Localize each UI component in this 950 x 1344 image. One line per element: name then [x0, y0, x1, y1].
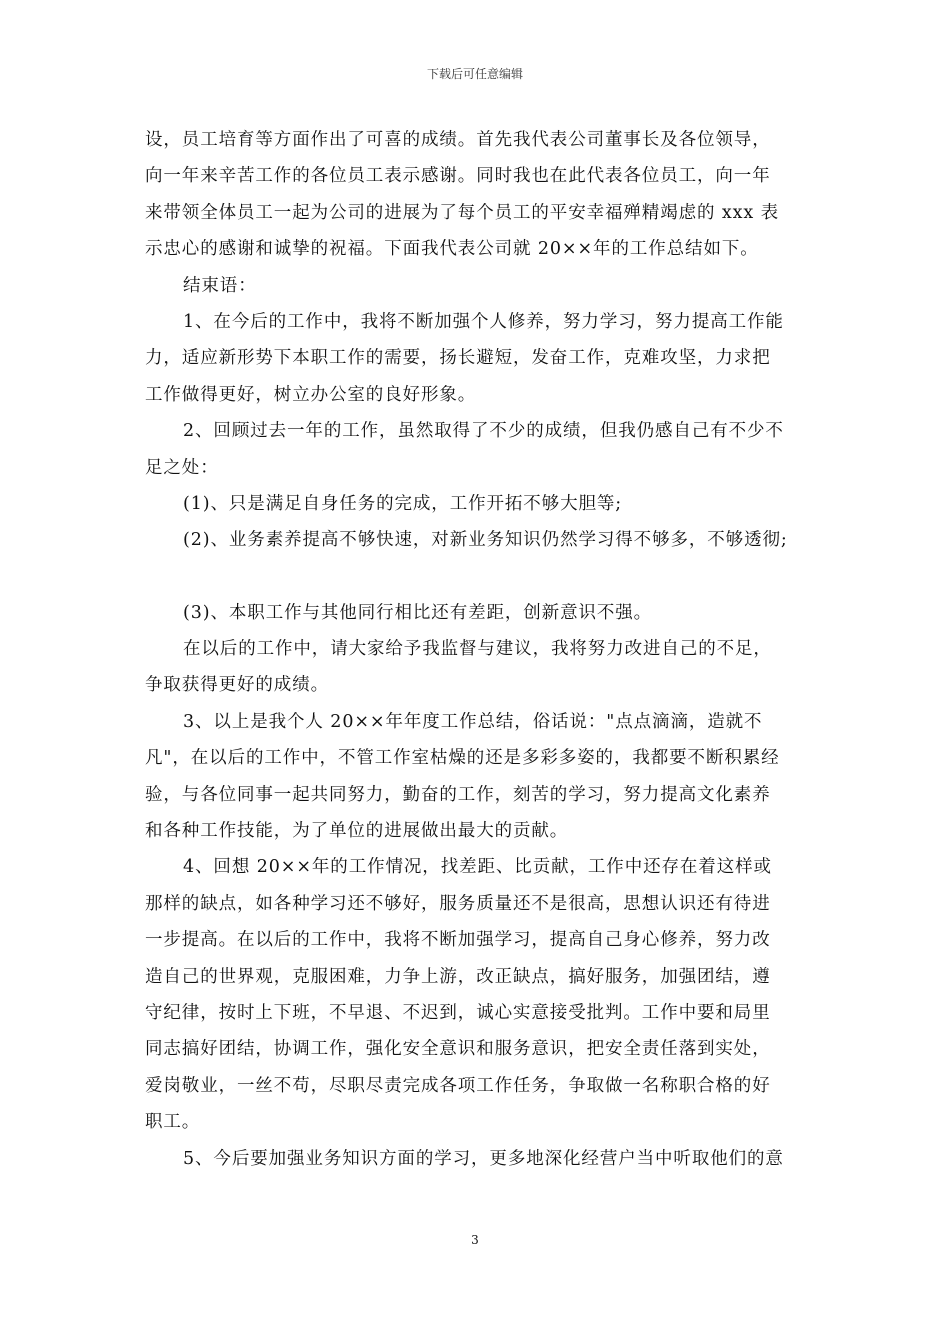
closing-heading: 结束语：: [183, 275, 257, 296]
paragraph-line: 4、回想 20××年的工作情况，找差距、比贡献，工作中还存在着这样或: [183, 857, 772, 878]
paragraph-line: 工作做得更好，树立办公室的良好形象。: [145, 384, 477, 405]
paragraph-line: 力，适应新形势下本职工作的需要，扬长避短，发奋工作，克难攻坚，力求把: [145, 348, 771, 369]
paragraph-line: 那样的缺点，如各种学习还不够好，服务质量还不是很高，思想认识还有待进: [145, 893, 771, 914]
paragraph-line: 和各种工作技能，为了单位的进展做出最大的贡献。: [145, 821, 569, 842]
paragraph-line: 3、以上是我个人 20××年年度工作总结，俗话说："点点滴滴，造就不: [183, 711, 763, 732]
paragraph-line: 同志搞好团结，协调工作，强化安全意识和服务意识，把安全责任落到实处，: [145, 1039, 771, 1060]
list-item: (1)、只是满足自身任务的完成，工作开拓不够大胆等;: [183, 493, 623, 514]
page-header: 下载后可任意编辑: [426, 67, 523, 81]
paragraph-line: 守纪律，按时上下班，不早退、不迟到，诚心实意接受批判。工作中要和局里: [145, 1002, 771, 1023]
document-body: [145, 122, 825, 1177]
paragraph-line: 设，员工培育等方面作出了可喜的成绩。首先我代表公司董事长及各位领导，: [145, 130, 771, 150]
paragraph-line: 5、今后要加强业务知识方面的学习，更多地深化经营户当中听取他们的意: [183, 1148, 784, 1169]
paragraph-line: 来带领全体员工一起为公司的进展为了每个员工的平安幸福殚精竭虑的 xxx 表: [145, 202, 780, 223]
paragraph-line: 争取获得更好的成绩。: [145, 675, 329, 696]
paragraph-line: 1、在今后的工作中，我将不断加强个人修养，努力学习，努力提高工作能: [183, 311, 784, 332]
paragraph-line: 凡"，在以后的工作中，不管工作室枯燥的还是多彩多姿的，我都要不断积累经: [145, 748, 780, 769]
paragraph-line: 在以后的工作中，请大家给予我监督与建议，我将努力改进自己的不足，: [183, 639, 772, 660]
list-item: (2)、业务素养提高不够快速，对新业务知识仍然学习得不够多，不够透彻;: [183, 530, 788, 551]
paragraph-line: 一步提高。在以后的工作中，我将不断加强学习，提高自己身心修养，努力改: [145, 930, 771, 951]
paragraph-line: 2、回顾过去一年的工作，虽然取得了不少的成绩，但我仍感自己有不少不: [183, 421, 784, 442]
paragraph-line: 爱岗敬业，一丝不苟，尽职尽责完成各项工作任务，争取做一名称职合格的好: [145, 1075, 771, 1096]
paragraph-line: 示忠心的感谢和诚挚的祝福。下面我代表公司就 20××年的工作总结如下。: [145, 239, 759, 260]
page-number: 3: [471, 1233, 479, 1247]
paragraph-line: 造自己的世界观，克服困难，力争上游，改正缺点，搞好服务，加强团结，遵: [145, 966, 771, 987]
list-item: (3)、本职工作与其他同行相比还有差距，创新意识不强。: [183, 602, 653, 623]
paragraph-line: 职工。: [145, 1112, 201, 1133]
paragraph-line: 验，与各位同事一起共同努力，勤奋的工作，刻苦的学习，努力提高文化素养: [145, 784, 771, 805]
paragraph-line: 足之处：: [145, 457, 219, 478]
paragraph-line: 向一年来辛苦工作的各位员工表示感谢。同时我也在此代表各位员工，向一年: [145, 166, 771, 187]
blank-line: [145, 559, 825, 595]
